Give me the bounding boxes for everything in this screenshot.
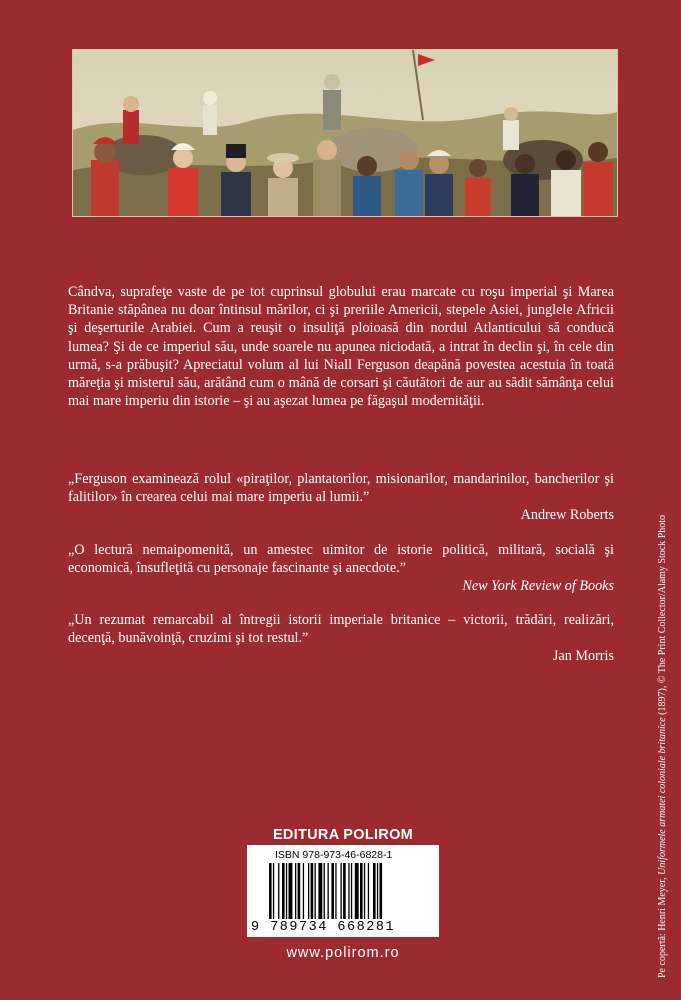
review-quote-text: „O lectură nemaipomenită, un amestec uimitor de istorie politică, militară, socială şi economică, însufleţită cu personaje fascinante şi anecdote.” [68, 542, 614, 577]
review-quote-2 [68, 541, 614, 596]
publisher-name: EDITURA POLIROM [272, 827, 414, 843]
cover-credit [657, 515, 668, 978]
back-cover-blurb: Cândva, suprafeţe vaste de pe tot cuprinsul globului erau marcate cu roşu imperial şi Marea Britanie stăpânea nu doar întinsul mărilor, ci şi preriile Americii, stepele Asiei, junglele Africii şi deşerturile Arabiei. Cum a reuşit o insuliţă ploioasă din nordul Atlanticului să conducă lumea? Şi de ce imperiul său, unde soarele nu apunea niciodată, a intrat în declin şi, în cele din urmă, s-a prăbuşit? Apreciatul volum al lui Niall Ferguson deapănă povestea acestuia în toată măreţia şi misterul său, arătând cum o mână de corsari şi căutători de aur au sădit sămânţa celui mai mare imperiu din istorie – şi au aşezat lumea pe făgaşul modernităţii. [68, 284, 614, 410]
review-attribution-title: New York Review of Books [462, 578, 614, 595]
barcode-digits: 9 789734 668281 [251, 920, 396, 935]
credit-prefix: Pe copertă: Henri Meyer, [657, 874, 668, 978]
review-quote-3 [68, 611, 614, 666]
review-quote-text: „Un rezumat remarcabil al întregii istorii imperiale britanice – victorii, trădări, realizări, decenţă, bunăvoinţă, cruzimi şi tot restul.” [68, 612, 614, 647]
isbn-number: ISBN 978-973-46-6828-1 [275, 849, 393, 861]
review-attribution: Jan Morris [552, 648, 614, 665]
credit-suffix: (1897), © The Print Collector/Alamy Stock Photo [657, 514, 668, 718]
publisher-website: www.polirom.ro [286, 945, 400, 961]
review-attribution: Andrew Roberts [520, 507, 614, 524]
isbn-barcode-box [247, 845, 439, 937]
review-quote-text: „Ferguson examinează rolul «piraţilor, plantatorilor, misionarilor, mandarinilor, bancherilor şi falitilor» în crearea celui mai mare imperiu al lumii.” [68, 471, 614, 506]
credit-work-title: Uniformele armatei coloniale britanice [657, 717, 668, 875]
barcode-image [267, 863, 427, 919]
review-quote-1 [68, 470, 614, 525]
review-attribution [68, 577, 614, 595]
cover-illustration [72, 49, 618, 217]
